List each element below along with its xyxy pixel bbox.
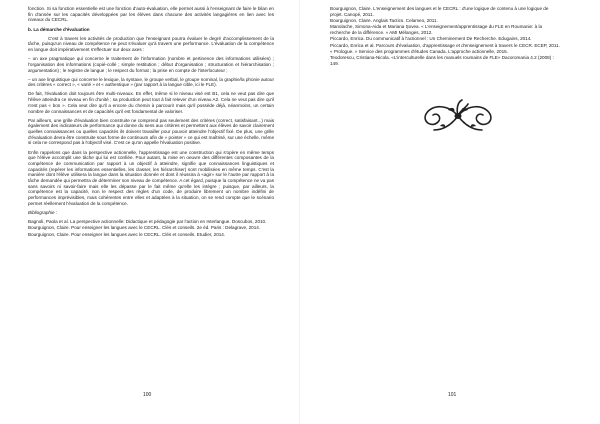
bibliography-left (28, 219, 274, 237)
bibliography-entry: Piccardo, Enrica. Du communicatif à l'actionnel : Un Cheminement De Recherche. Edugains, 2014. (330, 36, 532, 42)
axis-linguistique: – un axe linguistique qui concerne le lexique, la syntaxe, le groupe verbal, le groupe nominal, la graphie/la phonie autour des critères « correct », « varié » et « authentique » (par rapport à la langue cible, ici le FLE). (28, 76, 274, 88)
bibliography-entry: Bourguignon, Claire. Pour enseigner les langues avec le CECRL. Clés et conseils. 2e éd. Paris : Delagrave, 2014. (28, 225, 261, 231)
intro-paragraph: fonction. Si sa fonction essentielle est une fonction d'auto-évaluation, elle permet aussi à l'enseignant de faire le bilan en fin d'année sur les capacités développées par les élèves dans chacune des activités langagières en lien avec les niveaux du CECRL. (28, 6, 274, 23)
left-page-text (28, 6, 274, 238)
right-page (300, 0, 600, 424)
paragraph-multi-niveaux: De fait, l'évaluation doit toujours être multi-niveaux. En effet, même si le niveau visé est B1, cela ne veut pas dire que l'élève atteindra ce niveau en fin d'unité ; sa production peut tout à fait relever d'un niveau A2. Cela ne veut pas dire qu'il n'est pas « bon ». Cela veut dire qu'il a encore du chemin à parcourir mais qu'il possède déjà, néanmoins, un certain nombre de connaissances et de capacités qu'il est fondamental de valoriser. (28, 91, 274, 114)
page-number-left: 100 (143, 392, 152, 398)
bibliography-entry: « Prologue. » Service des programmes d'études Canada. L'approche actionnelle, 2015. (330, 48, 508, 54)
bibliography-entry: Bagnoli, Paola et al. La perspective actionnelle: Didactique et pédagogie par l'action en Interlangue. Doscubos, 2010. (28, 219, 267, 225)
bibliography-entry: Manolache, Simona-Aida et Mariana Șovea. « L'enseignement/apprentissage du FLE en Roumanie: à la recherche de la différence. » AMI Mélanges, 2012. (330, 24, 543, 35)
bibliography-heading: Bibliographie : (28, 209, 58, 215)
bibliography-entry: Bourguignon, Claire. Anglais Tactics. Celameo, 2011. (330, 18, 438, 23)
bibliography-entry: Piccardo, Enrica et al. Parcours d'évaluation, d'apprentissage et d'enseignement à travers le CECR. ECEP, 2011. (330, 42, 560, 48)
bibliography-right (330, 6, 562, 67)
section-heading: b. La démarche d'évaluation (28, 26, 90, 32)
bibliography-entry: Bourguignon, Claire. Pour enseigner les langues avec le CECRL. Clés et conseils. Etudier, 2014. (28, 231, 226, 237)
page-number-right: 101 (448, 392, 457, 398)
bibliography-entry: Teodorescu, Cristiana-Nicola. «L'interculturelle dans les manuels roumains de FLE» Dacoromania 4.2 (2008) : 149. (330, 55, 554, 66)
paragraph-grille: Par ailleurs, une grille d'évaluation bien construite ne comprend pas seulement des critères (correct, satisfaisant...) mais également des indicateurs de performance qui donne du sens aux critères et permettent aux élèves de savoir clairement quelles connaissances ou quelles capacités ils doivent travailler pour pouvoir atteindre l'objectif fixé. De plus, une grille d'évaluation devra être construite sous forme de continuum afin de « pointer » ce qui est maîtrisé, sur une échelle, même si cela ne correspond pas à l'objectif visé. C'est ce qu'on appelle l'évaluation positive. (28, 117, 275, 146)
bibliography-entry: Bourguignon, Claire. L'enseignement des langues et le CECRL : d'une logique de contenu à une logique de projet. Canopé, 2011. (330, 6, 549, 17)
paragraph-demarche: C'est à travers les activités de production que l'enseignant pourra évaluer le degré d'accomplissement de la tâche, puisqu'un niveau de compétence ne peut s'évaluer qu'à travers une performance. L'évaluation de la compétence en langue doit impérativement s'effectuer sur deux axes : (28, 35, 274, 52)
floral-ornament-icon (418, 96, 498, 136)
paragraph-perspective: Enfin rappelons que dans la perspective actionnelle, l'apprentissage est une construction qui s'opère en même temps que l'élève accomplit une tâche qui lui est confiée. Pour autant, la mise en oeuvre des différentes composantes de la compétence de communication par rapport à un objectif à atteindre, signifie que connaissances linguistiques et capacités (repérer les informations essentielles, les classer, les hiérarchiser) sont mobilisées en même temps. C'est la manière dont l'élève utilisera la langue dans la situation donnée et dont il réussira à «agir» sur le l'autre par rapport à la tâche demandée qui permettra de déterminer son niveau de compétence. A cet égard, puisque la compétence ne va pas sans savoirs ni savoir-faire mais elle les dépasse par le fait même qu'elle les intègre ; puisque, par ailleurs, la compétence est la capacité, non le respect des règles d'un code, de produire librement un nombre indéfini de performances imprévisibles, mais cohérentes entre elles et adaptées à la situation, on se rend compte que le scénario permet réellement l'évaluation de la compétence. (28, 149, 274, 206)
axis-pragmatique: – un axe pragmatique qui concerne le traitement de l'information (nombre et pertinence des informations utilisées) ; l'organisation des informations (copié-collé ; simple restitution ; début d'organisation ; structuration et hiérarchisation ; argumentation) ; le registre de langue ; le respect du format ; la prise en compte de l'interlocuteur ; (28, 56, 274, 73)
